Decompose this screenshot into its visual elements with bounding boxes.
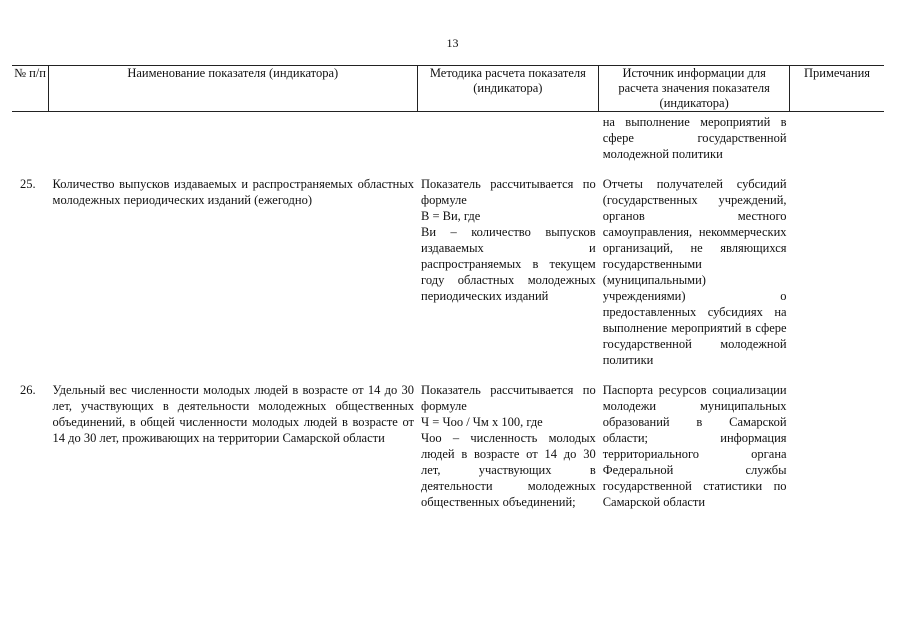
header-method: Методика расчета показателя (индикатора)	[417, 66, 599, 112]
notes-cell	[790, 382, 884, 510]
indicator-name-cell: Удельный вес численности молодых людей в возрасте от 14 до 30 лет, участвующих в деятельности молодежных общественных объединений, в общей численности молодых людей в возрасте от 14 до 30 лет, проживающих на территории Самарской области	[52, 383, 415, 445]
method-intro: Показатель рассчитывается по формуле	[421, 383, 596, 413]
method-description: Чоо – численность молодых людей в возрасте от 14 до 30 лет, участвующих в деятельности молодежных общественных объединений;	[421, 431, 596, 509]
table-row	[12, 162, 884, 382]
table-row-continuation	[12, 112, 884, 163]
notes-cell	[790, 162, 884, 382]
row-number: 25.	[20, 177, 36, 191]
header-source: Источник информации для расчета значения показателя (индикатора)	[599, 66, 790, 112]
method-intro: Показатель рассчитывается по формуле	[421, 177, 596, 207]
continuation-source-cell: на выполнение мероприятий в сфере государственной молодежной политики	[602, 115, 787, 161]
page-number: 13	[446, 36, 459, 50]
method-description: Ви – количество выпусков издаваемых и распространяемых в текущем году областных молодежных периодических изданий	[421, 225, 596, 303]
header-num: № п/п	[12, 66, 49, 112]
method-cell	[417, 382, 599, 510]
header-notes: Примечания	[790, 66, 884, 112]
source-cell: Паспорта ресурсов социализации молодежи муниципальных образований в Самарской области; информация территориального органа Федеральной службы государственной статистики по Самарской области	[602, 383, 787, 509]
row-number: 26.	[20, 383, 36, 397]
source-cell: Отчеты получателей субсидий (государственных учреждений, органов местного самоуправления, некоммерческих организаций, не являющихся государственными (муниципальными) учреждениями) о предоставленных субсидиях на выполнение мероприятий в сфере государственной молодежной политики	[602, 177, 787, 367]
method-formula: Ч = Чоо / Чм х 100, где	[421, 415, 543, 429]
table-row	[12, 382, 884, 510]
indicators-table	[12, 65, 884, 510]
indicator-name-cell: Количество выпусков издаваемых и распространяемых областных молодежных периодических изданий (ежегодно)	[52, 177, 415, 207]
header-name: Наименование показателя (индикатора)	[49, 66, 417, 112]
table-header-row	[12, 66, 884, 112]
method-formula: В = Ви, где	[421, 209, 481, 223]
method-cell	[417, 162, 599, 382]
